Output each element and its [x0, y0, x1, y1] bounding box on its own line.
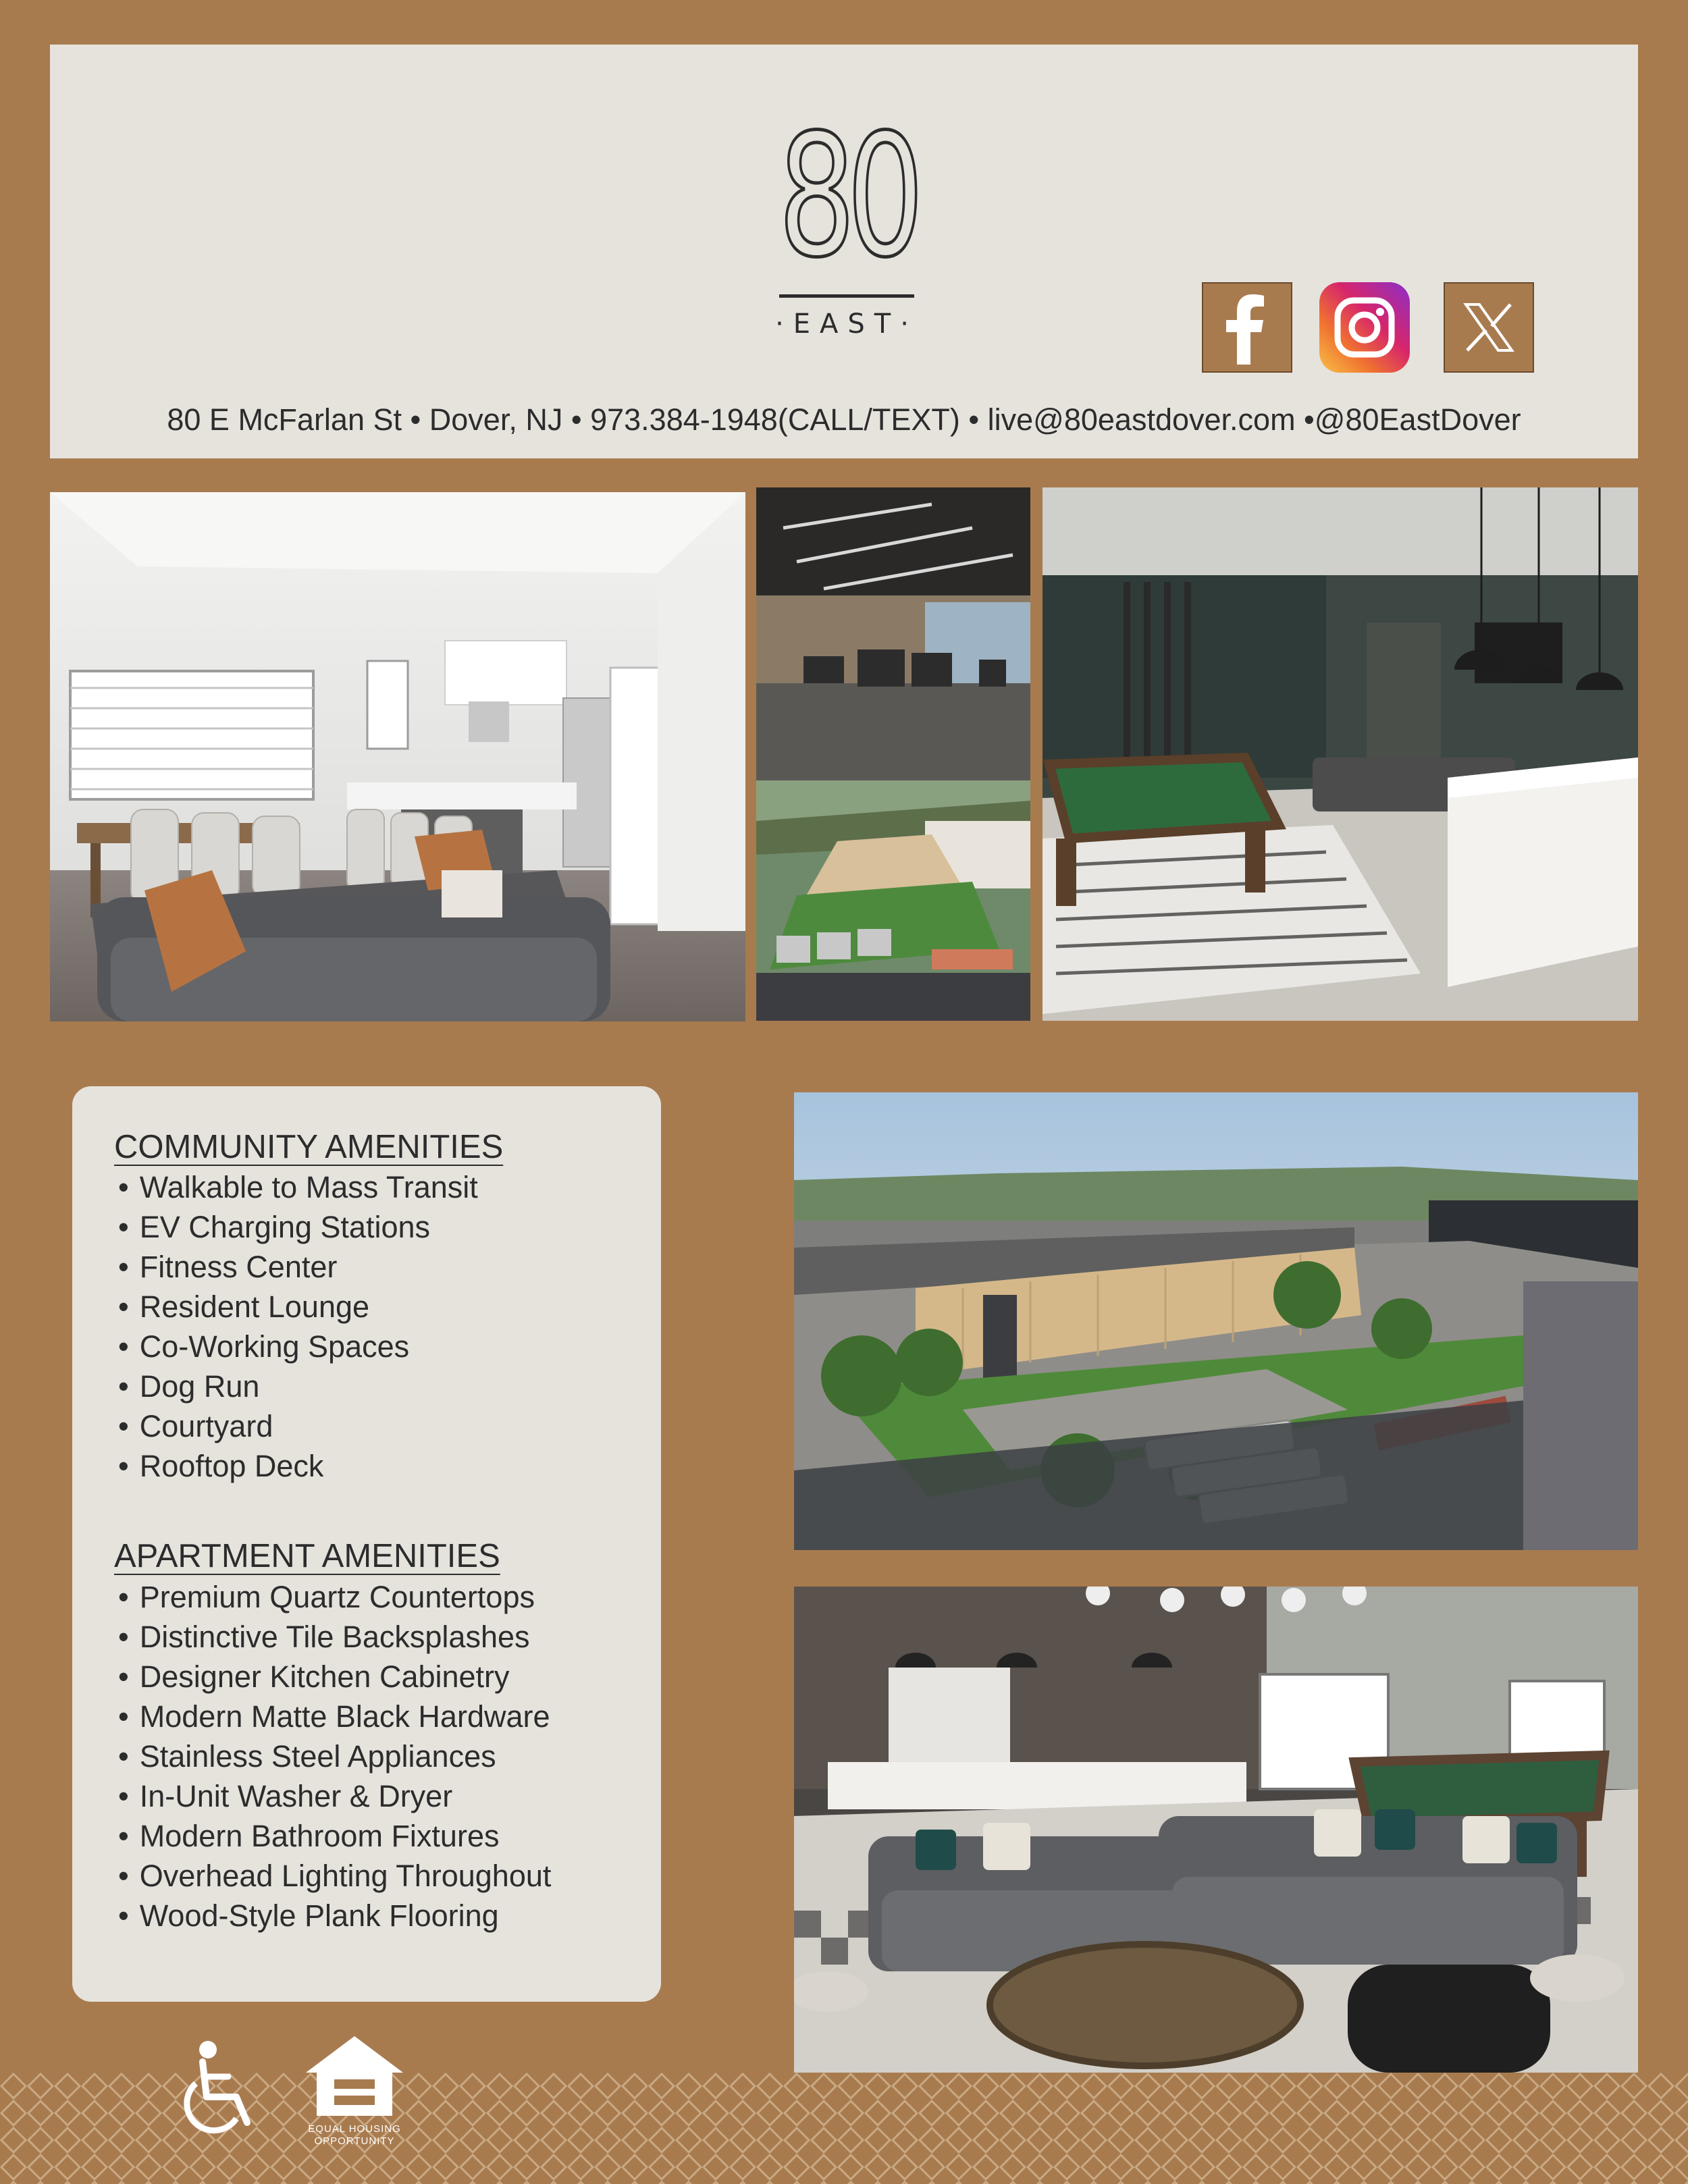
logo-number: 80 — [778, 98, 916, 294]
apartment-item: • In-Unit Washer & Dryer — [118, 1776, 551, 1816]
apartment-amenities-title: APARTMENT AMENITIES — [114, 1538, 500, 1574]
x-icon — [1462, 300, 1516, 354]
instagram-link[interactable] — [1319, 282, 1410, 373]
x-link[interactable] — [1444, 282, 1534, 373]
apartment-item: • Overhead Lighting Throughout — [118, 1856, 551, 1896]
equal-housing-badge — [300, 2032, 408, 2147]
facebook-icon — [1217, 290, 1277, 365]
facebook-link[interactable] — [1202, 282, 1292, 373]
apartment-item: • Stainless Steel Appliances — [118, 1736, 551, 1776]
community-item: • Resident Lounge — [118, 1287, 478, 1327]
apartment-item: • Premium Quartz Countertops — [118, 1577, 551, 1617]
photo-resident-lounge — [1043, 487, 1638, 1021]
logo-divider — [779, 294, 914, 298]
community-item: • Dog Run — [118, 1366, 478, 1406]
header-panel — [50, 45, 1638, 458]
apartment-item: • Designer Kitchen Cabinetry — [118, 1657, 551, 1697]
brand-logo — [775, 98, 918, 342]
logo-wordmark: ·EAST· — [775, 309, 918, 340]
amenities-panel — [72, 1086, 661, 2002]
photo-rooftop-small — [756, 780, 1030, 1021]
photo-lounge-sectional — [794, 1587, 1638, 2073]
community-item: • Walkable to Mass Transit — [118, 1167, 478, 1207]
community-amenities-title: COMMUNITY AMENITIES — [114, 1129, 504, 1165]
wheelchair-icon — [169, 2039, 263, 2140]
apartment-item: • Distinctive Tile Backsplashes — [118, 1617, 551, 1657]
community-item: • Fitness Center — [118, 1247, 478, 1287]
photo-apartment-living-room — [50, 492, 745, 1021]
apartment-item: • Modern Bathroom Fixtures — [118, 1816, 551, 1856]
accessibility-badge — [169, 2039, 263, 2140]
community-amenities-list — [118, 1167, 478, 1486]
community-item: • Rooftop Deck — [118, 1446, 478, 1486]
apartment-item: • Modern Matte Black Hardware — [118, 1697, 551, 1736]
apartment-amenities-list — [118, 1577, 551, 1936]
instagram-icon — [1332, 295, 1397, 360]
community-item: • Co-Working Spaces — [118, 1327, 478, 1366]
contact-line: 80 E McFarlan St • Dover, NJ • 973.384-1948(CALL/TEXT) • live@80eastdover.com •@80EastDover — [167, 402, 1521, 437]
community-item: • Courtyard — [118, 1406, 478, 1446]
photo-fitness-center — [756, 487, 1030, 780]
community-item: • EV Charging Stations — [118, 1207, 478, 1247]
equal-housing-text: EQUAL HOUSING OPPORTUNITY — [308, 2123, 401, 2147]
equal-housing-icon — [300, 2032, 408, 2120]
photo-rooftop-deck — [794, 1092, 1638, 1550]
apartment-item: • Wood-Style Plank Flooring — [118, 1896, 551, 1936]
